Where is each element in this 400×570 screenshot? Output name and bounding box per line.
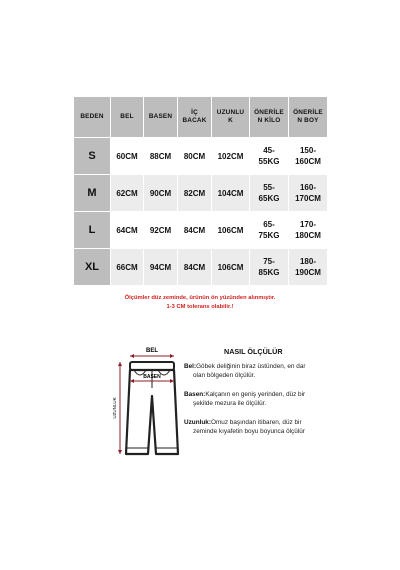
boy-value: 160- 170CM	[289, 175, 328, 212]
size-chart-table	[73, 96, 328, 286]
bel-text-2: olan bölgeden ölçülür.	[193, 372, 256, 380]
size-label: M	[74, 175, 111, 212]
table-row	[74, 175, 328, 212]
header-bel: BEL	[111, 97, 144, 138]
boy-value: 180- 190CM	[289, 249, 328, 286]
waistband	[130, 362, 174, 370]
basen-label: BASEN	[143, 374, 161, 380]
bel-value: 66CM	[111, 249, 144, 286]
kilo-value: 45- 55KG	[250, 138, 289, 175]
size-label: L	[74, 212, 111, 249]
bel-value: 64CM	[111, 212, 144, 249]
table-row	[74, 212, 328, 249]
table-header-row	[74, 97, 328, 138]
basen-text-1: Kalçanın en geniş yerinden, düz bir	[205, 391, 306, 398]
uzunluk-text-2: zeminde kıyafetin boyu boyunca ölçülür	[193, 428, 305, 436]
uzunluk-text-1: Omuz başından itibaren, düz bir	[210, 419, 302, 426]
basen-text-2: şekilde mezura ile ölçülür.	[193, 400, 267, 408]
basen-value: 88CM	[144, 138, 178, 175]
basen-description	[184, 390, 324, 409]
header-ic-bacak: İÇ BACAK	[178, 97, 212, 138]
table-row	[74, 249, 328, 286]
tolerance-note: 1-3 CM tolerans olabilir.!	[166, 304, 234, 310]
header-onerilen-kilo: ÖNERİLE N KİLO	[250, 97, 289, 138]
kilo-value: 55- 65KG	[250, 175, 289, 212]
trousers-diagram	[112, 344, 192, 464]
measurement-note: Ölçümler düz zeminde, ürünün ön yüzünden alınmıştır.	[124, 295, 276, 301]
bel-value: 62CM	[111, 175, 144, 212]
uzunluk-term: Uzunluk:	[184, 419, 211, 426]
bel-text-1: Göbek deliğinin biraz üstünden, en dar	[196, 363, 306, 370]
header-uzunluk: UZUNLU K	[212, 97, 250, 138]
header-beden: BEDEN	[74, 97, 111, 138]
uzunluk-value: 104CM	[212, 175, 250, 212]
bel-description	[184, 362, 324, 381]
basen-term: Basen:	[184, 391, 206, 398]
uzunluk-value: 102CM	[212, 138, 250, 175]
bel-value: 60CM	[111, 138, 144, 175]
basen-value: 90CM	[144, 175, 178, 212]
ic-bacak-value: 82CM	[178, 175, 212, 212]
uzunluk-label: UZUNLUK	[112, 397, 117, 419]
basen-value: 92CM	[144, 212, 178, 249]
uzunluk-value: 106CM	[212, 212, 250, 249]
uzunluk-value: 106CM	[212, 249, 250, 286]
kilo-value: 75- 85KG	[250, 249, 289, 286]
boy-value: 150- 160CM	[289, 138, 328, 175]
ic-bacak-value: 80CM	[178, 138, 212, 175]
howto-title: NASIL ÖLÇÜLÜR	[224, 347, 283, 356]
header-onerilen-boy: ÖNERİLE N BOY	[289, 97, 328, 138]
bel-label: BEL	[146, 348, 158, 354]
ic-bacak-value: 84CM	[178, 212, 212, 249]
size-label: S	[74, 138, 111, 175]
size-label: XL	[74, 249, 111, 286]
header-basen: BASEN	[144, 97, 178, 138]
kilo-value: 65- 75KG	[250, 212, 289, 249]
basen-value: 94CM	[144, 249, 178, 286]
boy-value: 170- 180CM	[289, 212, 328, 249]
table-row	[74, 138, 328, 175]
bel-term: Bel:	[184, 363, 197, 370]
uzunluk-description	[184, 418, 324, 437]
ic-bacak-value: 84CM	[178, 249, 212, 286]
